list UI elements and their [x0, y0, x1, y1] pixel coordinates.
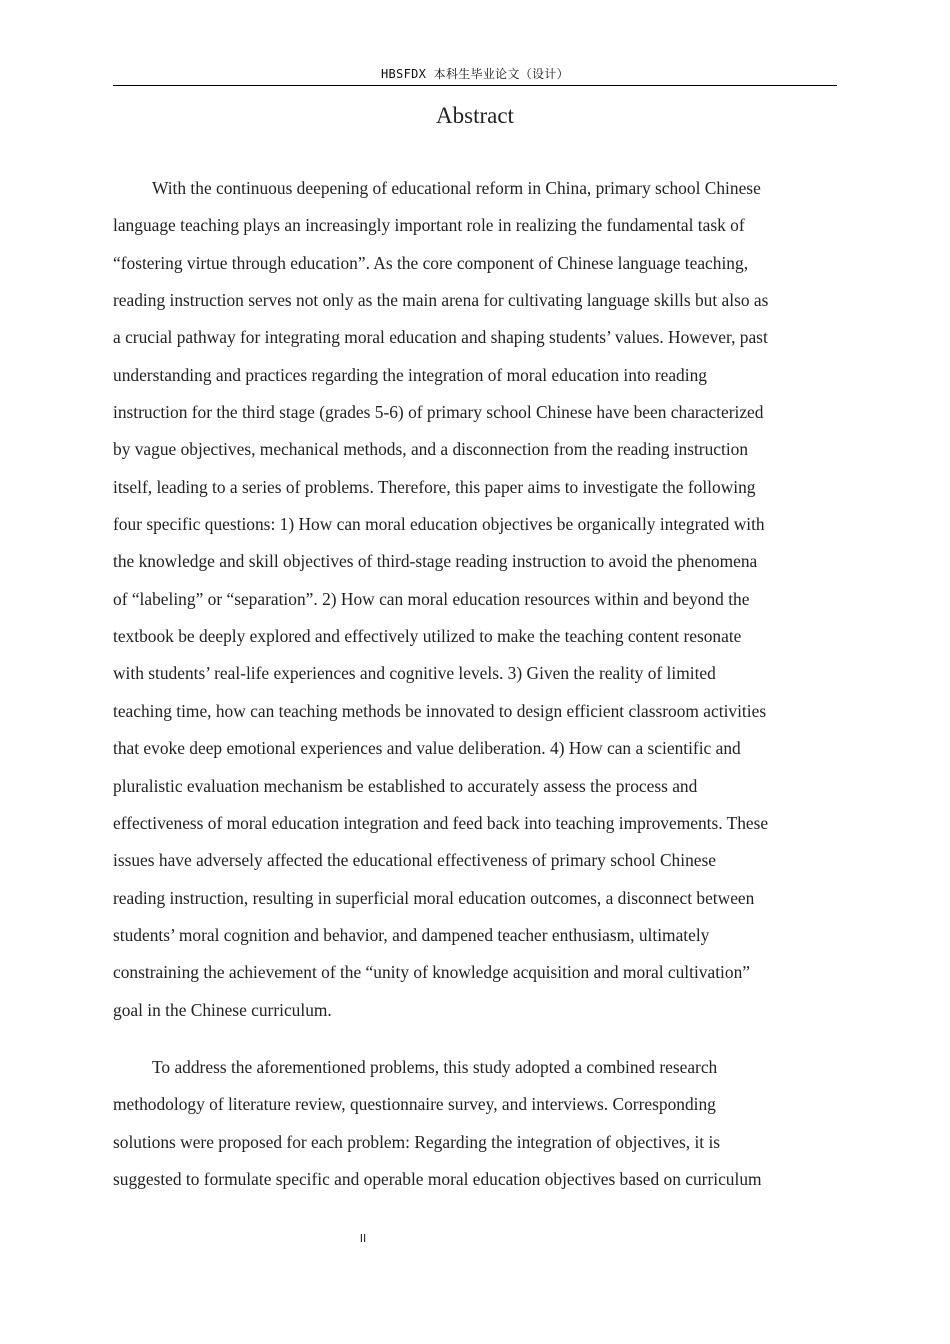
text-line: of “labeling” or “separation”. 2) How can moral education resources within and beyond the: [113, 588, 750, 609]
text-line: pluralistic evaluation mechanism be established to accurately assess the process and: [113, 775, 698, 796]
text-line: language teaching plays an increasingly important role in realizing the fundamental task of: [113, 215, 745, 236]
text-line: understanding and practices regarding the integration of moral education into reading: [113, 364, 707, 385]
text-line: suggested to formulate specific and operable moral education objectives based on curriculum: [113, 1169, 762, 1190]
text-line: itself, leading to a series of problems. Therefore, this paper aims to investigate the following: [113, 476, 756, 497]
text-line: textbook be deeply explored and effectively utilized to make the teaching content resonate: [113, 626, 742, 647]
text-line: instruction for the third stage (grades 5-6) of primary school Chinese have been characterized: [113, 402, 764, 423]
text-line: the knowledge and skill objectives of third-stage reading instruction to avoid the phenomena: [113, 551, 758, 572]
abstract-paragraph-2: [113, 1049, 837, 1198]
text-line: students’ moral cognition and behavior, and dampened teacher enthusiasm, ultimately: [113, 924, 710, 945]
text-line: “fostering virtue through education”. As the core component of Chinese language teaching,: [113, 252, 749, 273]
running-header: HBSFDX 本科生毕业论文（设计）: [381, 67, 569, 81]
text-line: goal in the Chinese curriculum.: [113, 999, 332, 1020]
text-line: issues have adversely affected the educational effectiveness of primary school Chinese: [113, 850, 716, 871]
header-rule: [113, 85, 837, 86]
text-line: solutions were proposed for each problem: Regarding the integration of objectives, it is: [113, 1131, 721, 1152]
text-line: reading instruction, resulting in superficial moral education outcomes, a disconnect between: [113, 887, 755, 908]
page-number: II: [359, 1232, 367, 1245]
text-line: by vague objectives, mechanical methods, and a disconnection from the reading instruction: [113, 439, 749, 460]
text-line: constraining the achievement of the “unity of knowledge acquisition and moral cultivation”: [113, 962, 750, 983]
text-line: With the continuous deepening of educational reform in China, primary school Chinese: [152, 178, 761, 198]
text-line: methodology of literature review, questionnaire survey, and interviews. Corresponding: [113, 1094, 716, 1115]
page-title: Abstract: [436, 103, 514, 128]
text-line: effectiveness of moral education integration and feed back into teaching improvements. These: [113, 812, 769, 833]
text-line: To address the aforementioned problems, this study adopted a combined research: [152, 1057, 718, 1077]
text-line: with students’ real-life experiences and cognitive levels. 3) Given the reality of limited: [113, 663, 716, 684]
text-line: that evoke deep emotional experiences and value deliberation. 4) How can a scientific and: [113, 738, 741, 759]
text-line: reading instruction serves not only as the main arena for cultivating language skills but also as: [113, 290, 769, 311]
text-line: teaching time, how can teaching methods be innovated to design efficient classroom activities: [113, 700, 767, 721]
text-line: a crucial pathway for integrating moral education and shaping students’ values. However, past: [113, 327, 768, 348]
abstract-paragraph-1: [113, 170, 837, 1029]
text-line: four specific questions: 1) How can moral education objectives be organically integrated with: [113, 514, 765, 535]
